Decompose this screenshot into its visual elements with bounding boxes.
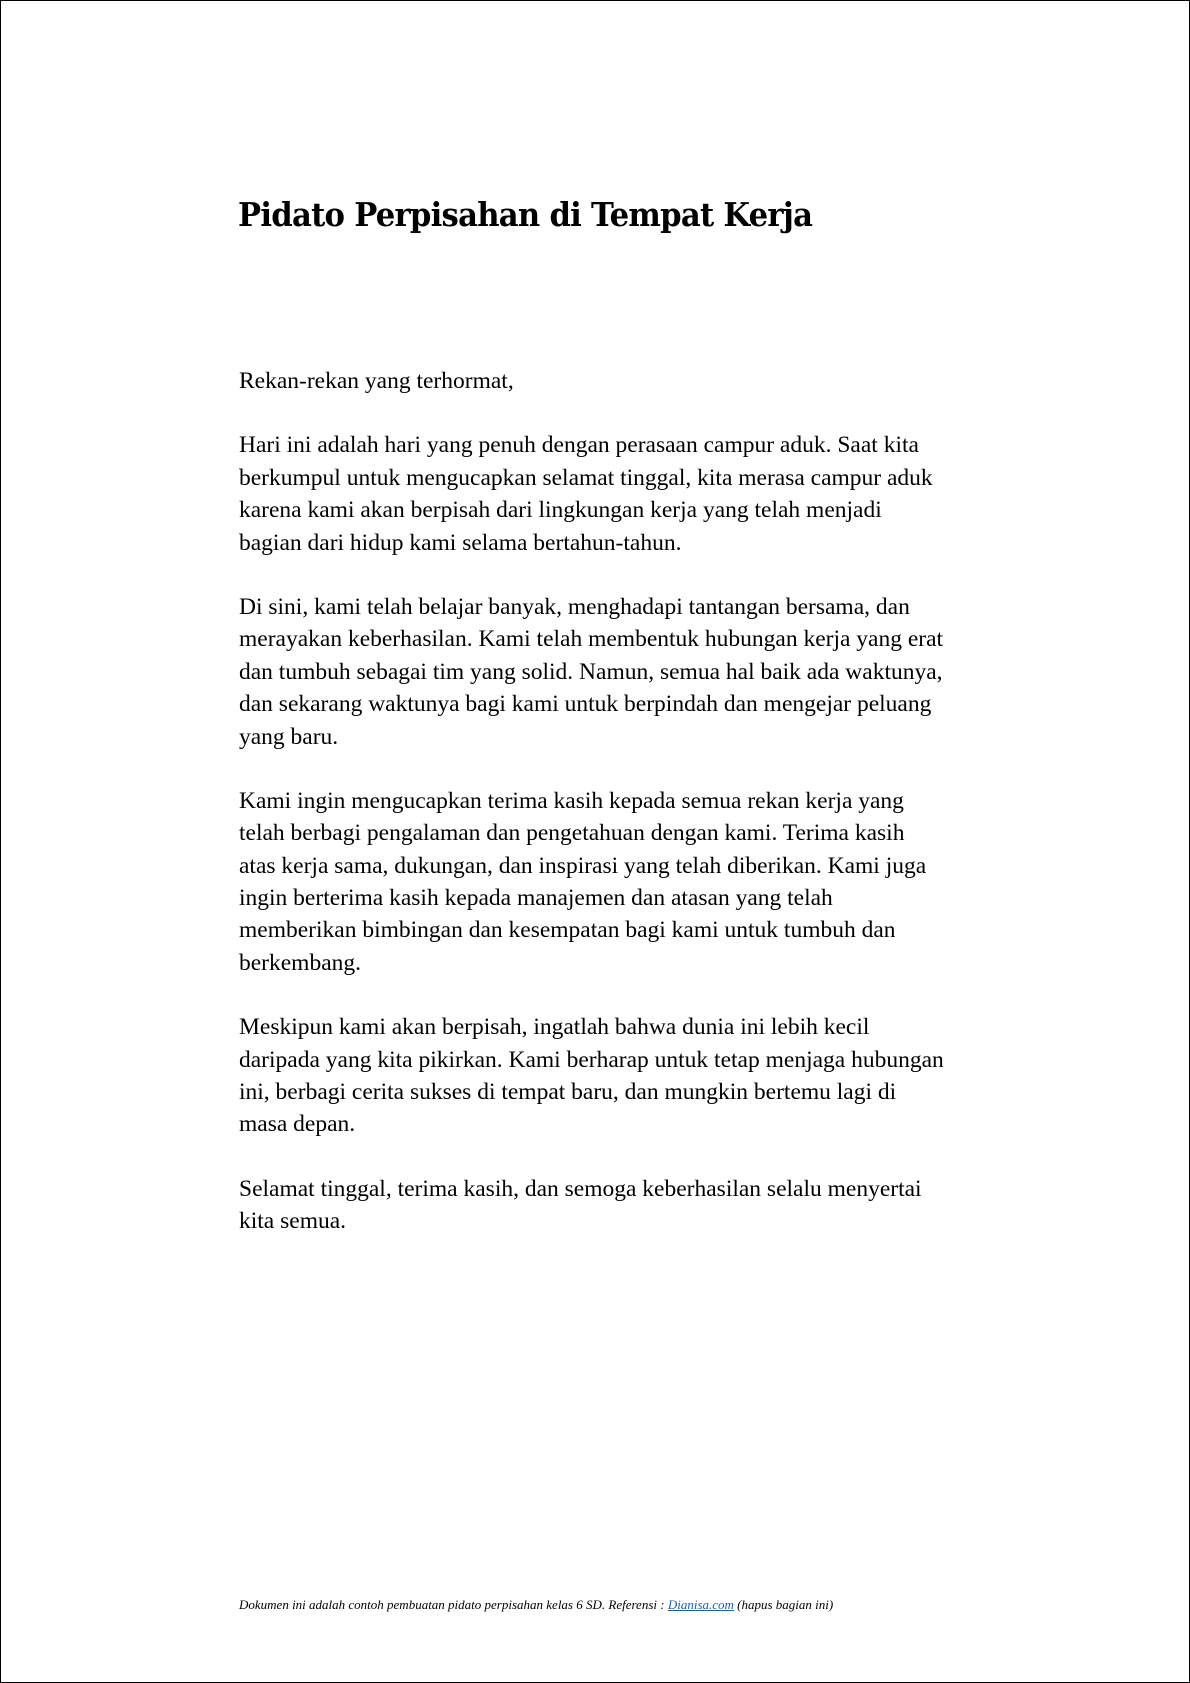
text-line: dan sekarang waktunya bagi kami untuk berpindah dan mengejar peluang (239, 691, 932, 718)
text-line: atas kerja sama, dukungan, dan inspirasi yang telah diberikan. Kami juga (239, 852, 927, 879)
text-line: kita semua. (239, 1208, 347, 1235)
paragraph-experience (239, 591, 1059, 753)
text-line: Rekan-rekan yang terhormat, (239, 368, 514, 394)
reference-link[interactable]: Dianisa.com (667, 1597, 734, 1612)
footer-note (239, 1597, 833, 1613)
text-line: berkumpul untuk mengucapkan selamat tinggal, kita merasa campur aduk (239, 464, 933, 491)
text-line: berkembang. (239, 949, 362, 976)
text-line: ingin berterima kasih kepada manajemen dan atasan yang telah (239, 885, 833, 912)
paragraph-salutation (239, 365, 1059, 397)
document-title: Pidato Perpisahan di Tempat Kerja (238, 195, 813, 234)
text-line: Hari ini adalah hari yang penuh dengan perasaan campur aduk. Saat kita (239, 432, 919, 459)
text-line: merayakan keberhasilan. Kami telah membentuk hubungan kerja yang erat (239, 626, 944, 653)
text-line: dan tumbuh sebagai tim yang solid. Namun, semua hal baik ada waktunya, (239, 658, 943, 685)
document-body (239, 365, 1059, 1270)
paragraph-opening (239, 429, 1059, 559)
text-line: Di sini, kami telah belajar banyak, menghadapi tantangan bersama, dan (239, 593, 910, 620)
text-line: karena kami akan berpisah dari lingkungan kerja yang telah menjadi (239, 497, 882, 524)
paragraph-thanks (239, 785, 1059, 979)
text-line: daripada yang kita pikirkan. Kami berharap untuk tetap menjaga hubungan (239, 1046, 944, 1073)
text-line: Meskipun kami akan berpisah, ingatlah bahwa dunia ini lebih kecil (239, 1014, 870, 1041)
paragraph-future (239, 1011, 1059, 1141)
text-line: bagian dari hidup kami selama bertahun-tahun. (239, 529, 682, 556)
footer-prefix: Dokumen ini adalah contoh pembuatan pidato perpisahan kelas 6 SD. Referensi : (239, 1597, 668, 1612)
text-line: yang baru. (239, 723, 339, 750)
footer-suffix: (hapus bagian ini) (733, 1597, 834, 1612)
text-line: ini, berbagi cerita sukses di tempat baru, dan mungkin bertemu lagi di (239, 1079, 897, 1106)
text-line: memberikan bimbingan dan kesempatan bagi kami untuk tumbuh dan (239, 917, 896, 944)
paragraph-closing (239, 1173, 1059, 1238)
text-line: masa depan. (239, 1111, 356, 1138)
text-line: Kami ingin mengucapkan terima kasih kepada semua rekan kerja yang (239, 787, 904, 814)
text-line: Selamat tinggal, terima kasih, dan semoga keberhasilan selalu menyertai (239, 1175, 922, 1202)
text-line: telah berbagi pengalaman dan pengetahuan dengan kami. Terima kasih (239, 820, 905, 847)
